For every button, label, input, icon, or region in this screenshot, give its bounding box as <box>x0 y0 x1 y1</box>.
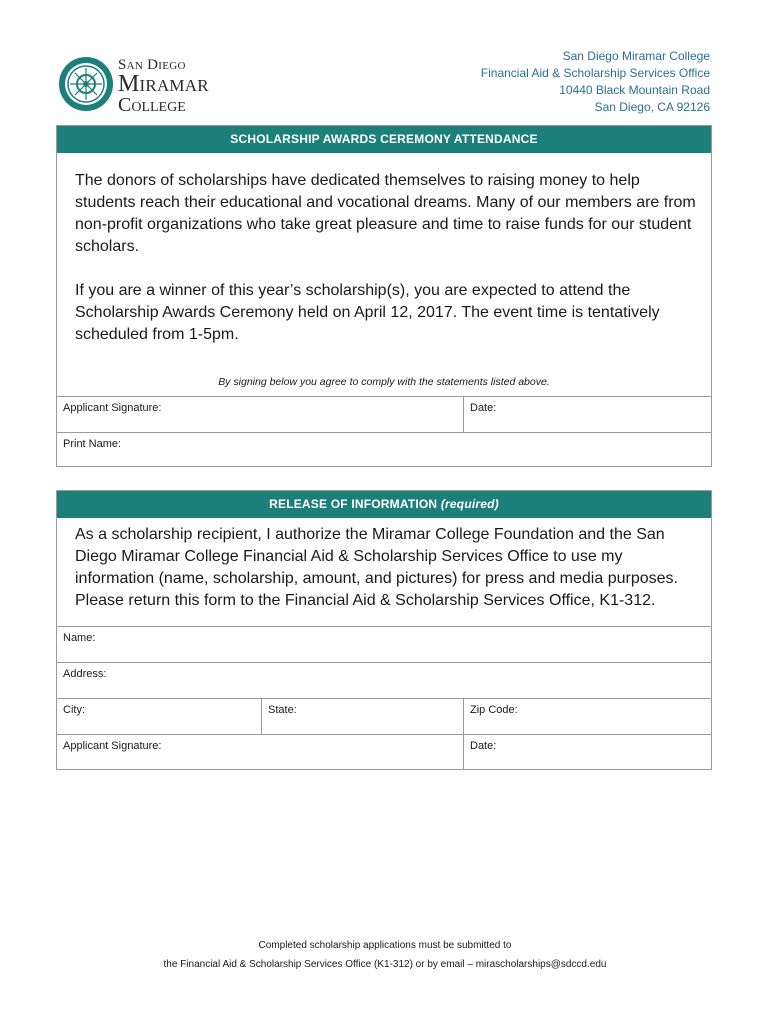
zip-code-field[interactable] <box>463 699 711 734</box>
print-name-label: Print Name: <box>63 438 122 450</box>
applicant-signature-label: Applicant Signature: <box>63 402 162 414</box>
release-date-label: Date: <box>470 740 497 752</box>
state-label: State: <box>268 704 297 716</box>
release-title <box>57 491 711 518</box>
name-row <box>57 626 711 662</box>
name-field[interactable] <box>57 627 711 662</box>
city-field[interactable] <box>57 699 261 734</box>
address-label: Address: <box>63 668 107 680</box>
signature-row <box>57 396 711 432</box>
logo-line-1: San Diego <box>118 57 186 73</box>
address-line-4: San Diego, CA 92126 <box>594 100 710 114</box>
release-applicant-signature-field[interactable] <box>57 735 463 769</box>
address-row <box>57 662 711 698</box>
state-field[interactable] <box>261 699 463 734</box>
header-address <box>481 48 710 116</box>
release-section <box>56 490 712 770</box>
attendance-body <box>75 170 703 346</box>
release-title-text: RELEASE OF INFORMATION <box>269 497 438 511</box>
release-applicant-signature-label: Applicant Signature: <box>63 740 162 752</box>
city-state-zip-row <box>57 698 711 734</box>
logo-line-3: College <box>118 94 186 116</box>
attendance-paragraph-1: The donors of scholarships have dedicated themselves to raising money to help students reach their educational and vocational dreams. Many of our members are from non-profit organizations who take great pleasure and time to raise funds for our student scholars. <box>75 172 696 255</box>
address-line-1: San Diego Miramar College <box>562 49 710 63</box>
print-name-field[interactable] <box>57 433 711 466</box>
logo-line-2: Miramar <box>118 71 209 97</box>
release-title-note: (required) <box>440 497 499 511</box>
print-name-row <box>57 432 711 466</box>
release-paragraph: As a scholarship recipient, I authorize the Miramar College Foundation and the San Diego Miramar College Financial Aid & Scholarship Services Office to use my information (name, scholarship, amount, and pictures) for press and media purposes. Please return this form to the Financial Aid & Scholarship Services Office, K1-312. <box>75 526 678 609</box>
attendance-title: SCHOLARSHIP AWARDS CEREMONY ATTENDANCE <box>57 126 711 153</box>
address-field[interactable] <box>57 663 711 698</box>
date-field[interactable] <box>463 397 711 432</box>
college-seal-icon <box>58 56 114 112</box>
city-label: City: <box>63 704 85 716</box>
footer-line-1: Completed scholarship applications must be submitted to <box>258 940 512 951</box>
agreement-statement: By signing below you agree to comply with the statements listed above. <box>218 376 550 388</box>
zip-code-label: Zip Code: <box>470 704 518 716</box>
release-signature-row <box>57 734 711 769</box>
attendance-paragraph-2: If you are a winner of this year’s scholarship(s), you are expected to attend the Scholarship Awards Ceremony held on April 12, 2017. The event time is tentatively scheduled from 1-5pm. <box>75 282 660 343</box>
name-label: Name: <box>63 632 96 644</box>
logo-wordmark <box>118 58 209 115</box>
release-date-field[interactable] <box>463 735 711 769</box>
footer-line-2: the Financial Aid & Scholarship Services Office (K1-312) or by email – mirascholarships@sdccd.edu <box>163 959 607 970</box>
address-line-2: Financial Aid & Scholarship Services Office <box>480 66 710 80</box>
college-logo <box>58 56 218 116</box>
address-line-3: 10440 Black Mountain Road <box>559 83 710 97</box>
date-label: Date: <box>470 402 497 414</box>
footer <box>0 936 770 974</box>
applicant-signature-field[interactable] <box>57 397 463 432</box>
release-body <box>75 524 703 612</box>
attendance-section <box>56 125 712 467</box>
